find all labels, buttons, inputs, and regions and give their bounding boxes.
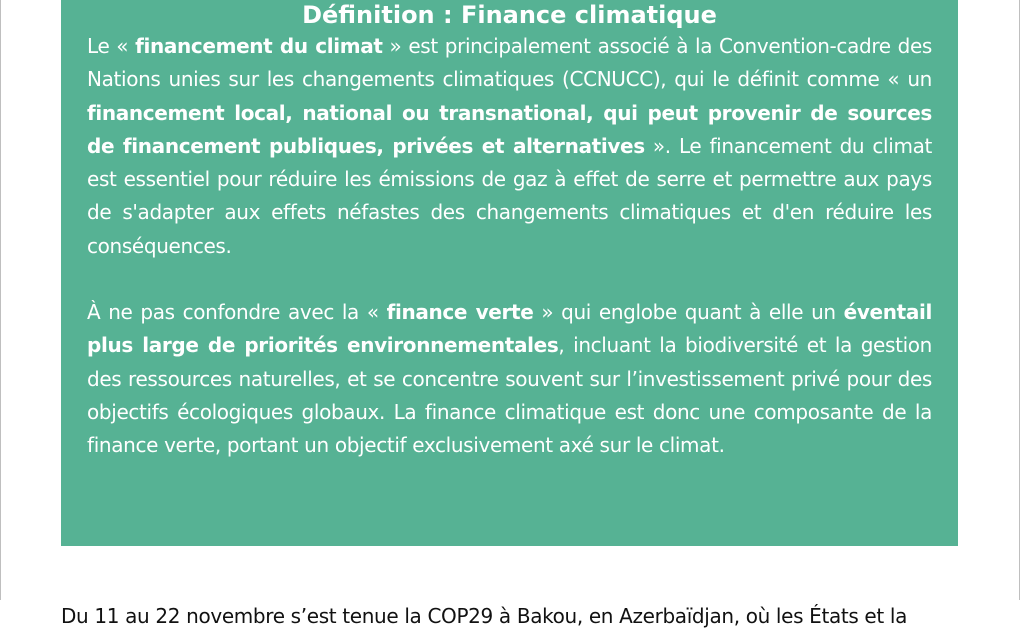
text-run: ». Le financement du climat est essentiel pour réduire les émissions de gaz à effet de serre et permettre aux pays de s'adapter aux effets néfastes des changements climatiques et d'en réduire les conséquences. <box>87 133 932 258</box>
page-edge-left <box>0 0 1 600</box>
bold-environmental-priorities: éventail plus large de priorités environnementales <box>87 300 932 358</box>
text-run: Le « <box>87 34 136 58</box>
definition-callout-box <box>61 0 958 546</box>
callout-paragraph-climate-finance <box>87 30 932 263</box>
text-run: » qui englobe quant à elle un <box>533 300 844 325</box>
text-run: » est principalement associé à la Convention-cadre des Nations unies sur les changements climatiques (CCNUCC), qui le définit comme « un <box>87 34 932 92</box>
bold-definition-sources: financement local, national ou transnational, qui peut provenir de sources de financement publiques, privées et alternatives <box>87 100 932 158</box>
callout-title: Définition : Finance climatique <box>302 0 717 29</box>
callout-body <box>87 30 932 463</box>
body-paragraph-cop29: Du 11 au 22 novembre s’est tenue la COP29 à Bakou, en Azerbaïdjan, où les États et la <box>61 604 907 628</box>
text-run: À ne pas confondre avec la « <box>87 300 387 325</box>
bold-term-financement-du-climat: financement du climat <box>135 34 383 58</box>
bold-term-finance-verte: finance verte <box>386 300 534 325</box>
callout-paragraph-green-finance <box>87 296 932 462</box>
text-run: , incluant la biodiversité et la gestion des ressources naturelles, et se concentre souvent sur l’investissement privé pour des objectifs écologiques globaux. La finance climatique est donc une composante de la finance verte, portant un objectif exclusivement axé sur le climat. <box>87 333 932 458</box>
